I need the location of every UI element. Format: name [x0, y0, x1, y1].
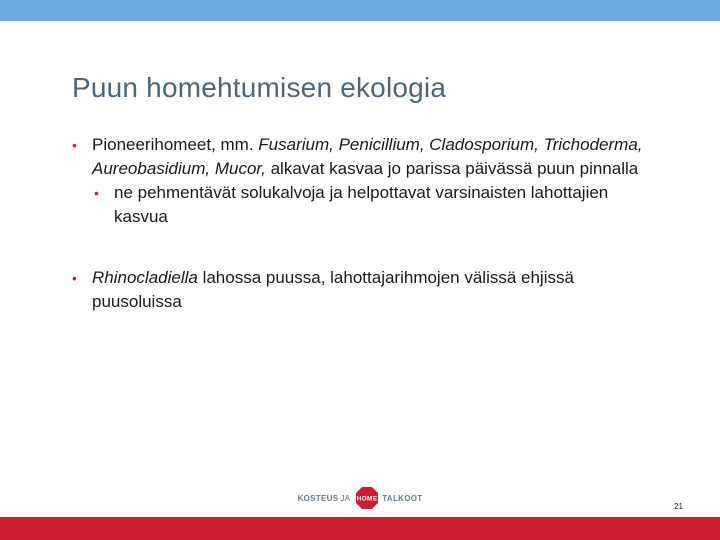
top-accent-bar: [0, 0, 720, 21]
kosteus-ja-hometalkoot-logo: [297, 485, 423, 511]
bullet-species-list: Fusarium, Penicillium, Cladosporium, Trichoderma, Aureobasidium, Mucor,: [92, 135, 643, 178]
bullet-genus-name: Rhinocladiella: [92, 268, 198, 287]
bottom-accent-bar: [0, 517, 720, 540]
subbullet-soften-cell-walls: [94, 181, 652, 229]
subbullet-text: ne pehmentävät solukalvoja ja helpottavat varsinaisten lahottajien kasvua: [114, 183, 609, 226]
bullet-dot: •: [94, 185, 99, 201]
logo-right-word: TALKOOT: [382, 493, 423, 503]
bullet-text: lahossa puussa, lahottajarihmojen välissä ehjissä puusoluissa: [92, 268, 574, 311]
slide-content: [72, 133, 652, 314]
bullet-rhinocladiella: [72, 266, 652, 314]
logo-left-word: KOSTEUS: [297, 493, 339, 503]
logo-connector: JA: [340, 493, 351, 503]
bullet-pioneer-molds: [72, 133, 652, 181]
stop-sign-icon: [355, 486, 379, 510]
logo-center-word: HOME: [356, 495, 378, 503]
bullet-text: Pioneerihomeet, mm.: [92, 135, 259, 154]
page-number: 21: [674, 502, 683, 511]
bullet-dot: •: [72, 270, 77, 286]
bullet-dot: •: [72, 137, 77, 153]
slide-title: Puun homehtumisen ekologia: [72, 72, 447, 103]
bullet-text-end: alkavat kasvaa jo parissa päivässä puun pinnalla: [265, 159, 639, 178]
